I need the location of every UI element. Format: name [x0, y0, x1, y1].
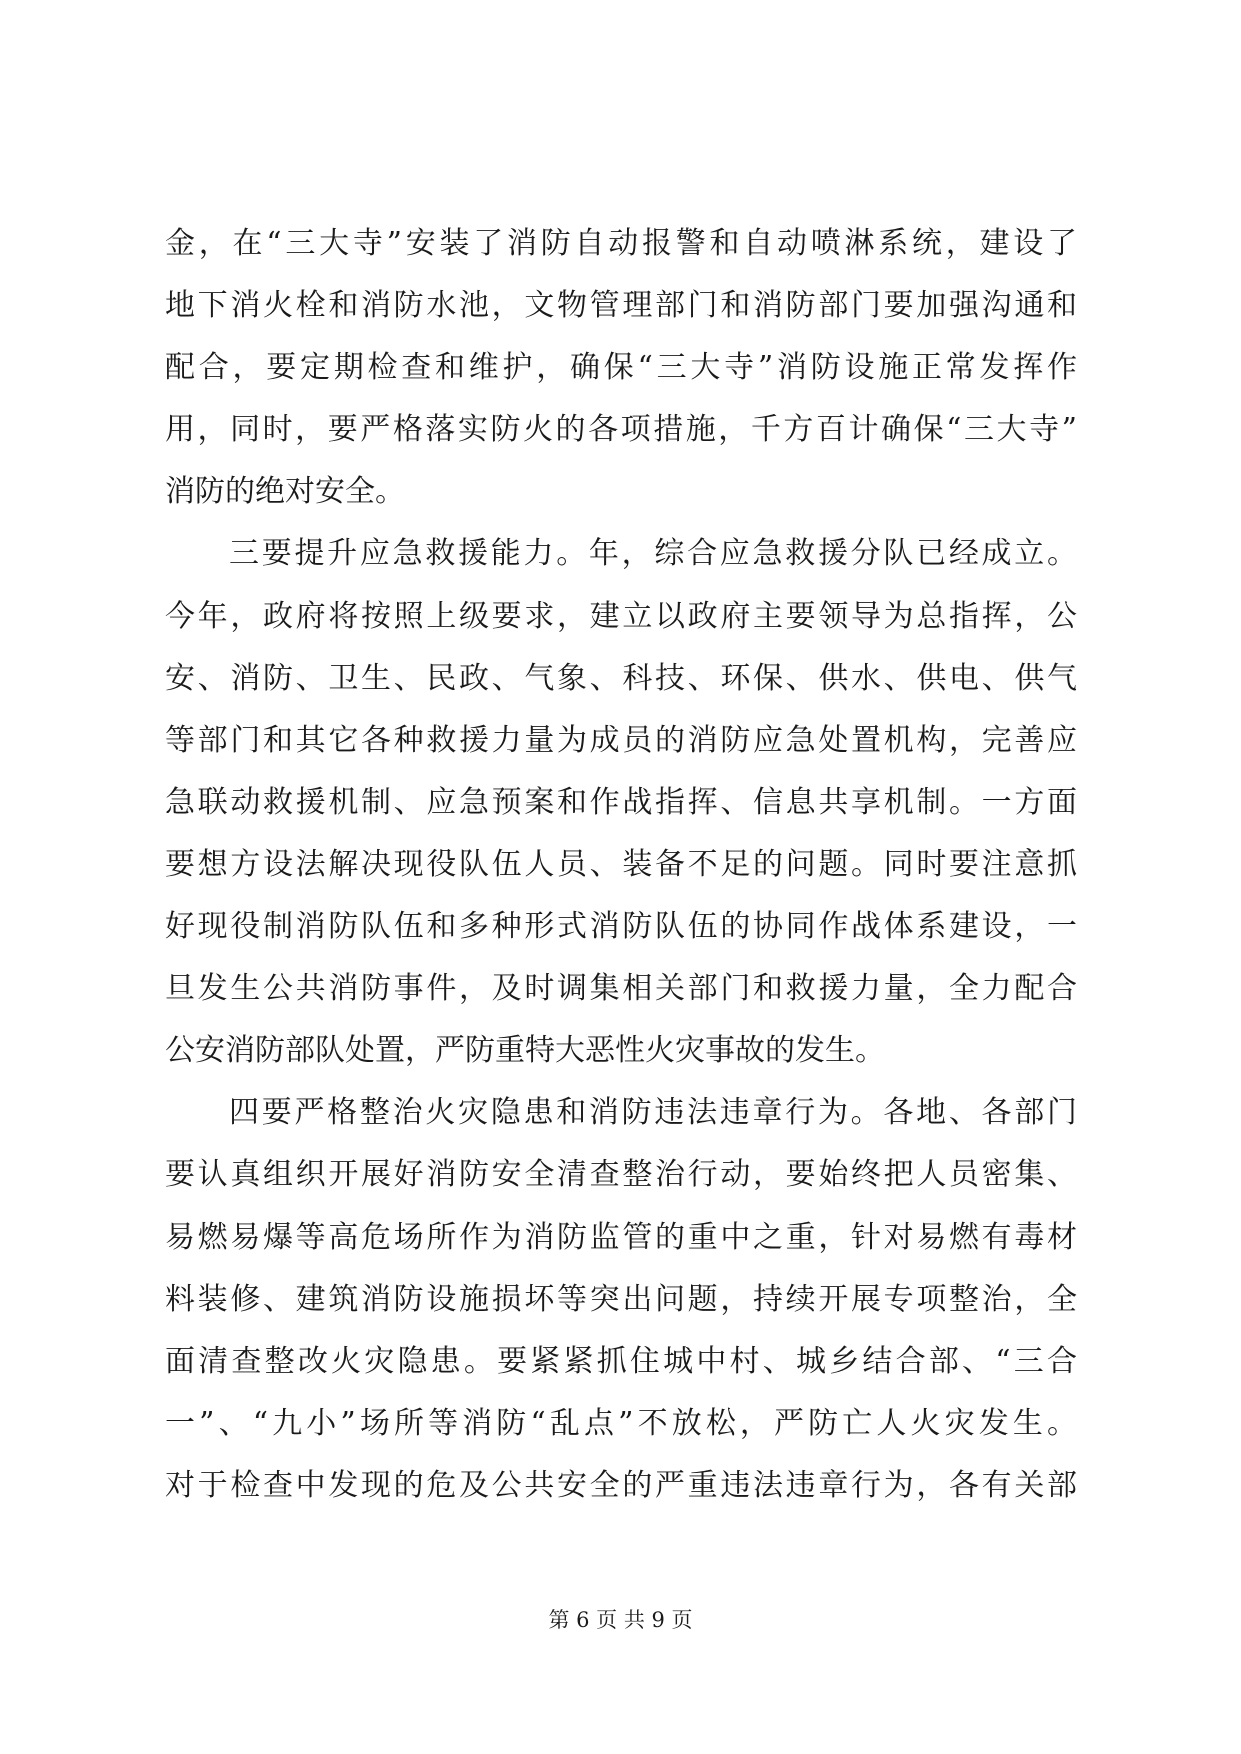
- text-line: 公安消防部队处置，严防重特大恶性火灾事故的发生。: [165, 1033, 885, 1069]
- body-text: [165, 213, 1077, 1517]
- paragraph-first-line: 三要提升应急救援能力。年，综合应急救援分队已经成立。: [229, 536, 1077, 572]
- text-line: 旦发生公共消防事件，及时调集相关部门和救援力量，全力配合: [165, 971, 1077, 1007]
- text-line: 配合，要定期检查和维护，确保“三大寺”消防设施正常发挥作: [165, 350, 1077, 386]
- text-line: 要认真组织开展好消防安全清查整治行动，要始终把人员密集、: [165, 1157, 1077, 1193]
- text-line: 要想方设法解决现役队伍人员、装备不足的问题。同时要注意抓: [165, 846, 1077, 882]
- text-line: 料装修、建筑消防设施损坏等突出问题，持续开展专项整治，全: [165, 1281, 1077, 1317]
- text-line: 好现役制消防队伍和多种形式消防队伍的协同作战体系建设，一: [165, 909, 1077, 945]
- text-line: 对于检查中发现的危及公共安全的严重违法违章行为，各有关部: [165, 1467, 1077, 1503]
- text-line: 面清查整改火灾隐患。要紧紧抓住城中村、城乡结合部、“三合: [165, 1343, 1077, 1379]
- text-line: 用，同时，要严格落实防火的各项措施，千方百计确保“三大寺”: [165, 412, 1077, 448]
- text-line: 等部门和其它各种救援力量为成员的消防应急处置机构，完善应: [165, 722, 1077, 758]
- text-line: 易燃易爆等高危场所作为消防监管的重中之重，针对易燃有毒材: [165, 1219, 1077, 1255]
- text-line: 安、消防、卫生、民政、气象、科技、环保、供水、供电、供气: [165, 660, 1077, 696]
- text-line: 急联动救援机制、应急预案和作战指挥、信息共享机制。一方面: [165, 784, 1077, 820]
- paragraph-first-line: 四要严格整治火灾隐患和消防违法违章行为。各地、各部门: [229, 1095, 1077, 1131]
- text-line: 地下消火栓和消防水池，文物管理部门和消防部门要加强沟通和: [165, 288, 1077, 324]
- text-line: 今年，政府将按照上级要求，建立以政府主要领导为总指挥，公: [165, 598, 1077, 634]
- page-number-footer: 第 6 页 共 9 页: [548, 1608, 693, 1632]
- text-line: 消防的绝对安全。: [165, 474, 405, 510]
- text-line: 一”、“九小”场所等消防“乱点”不放松，严防亡人火灾发生。: [165, 1405, 1077, 1441]
- text-line: 金，在“三大寺”安装了消防自动报警和自动喷淋系统，建设了: [165, 226, 1077, 261]
